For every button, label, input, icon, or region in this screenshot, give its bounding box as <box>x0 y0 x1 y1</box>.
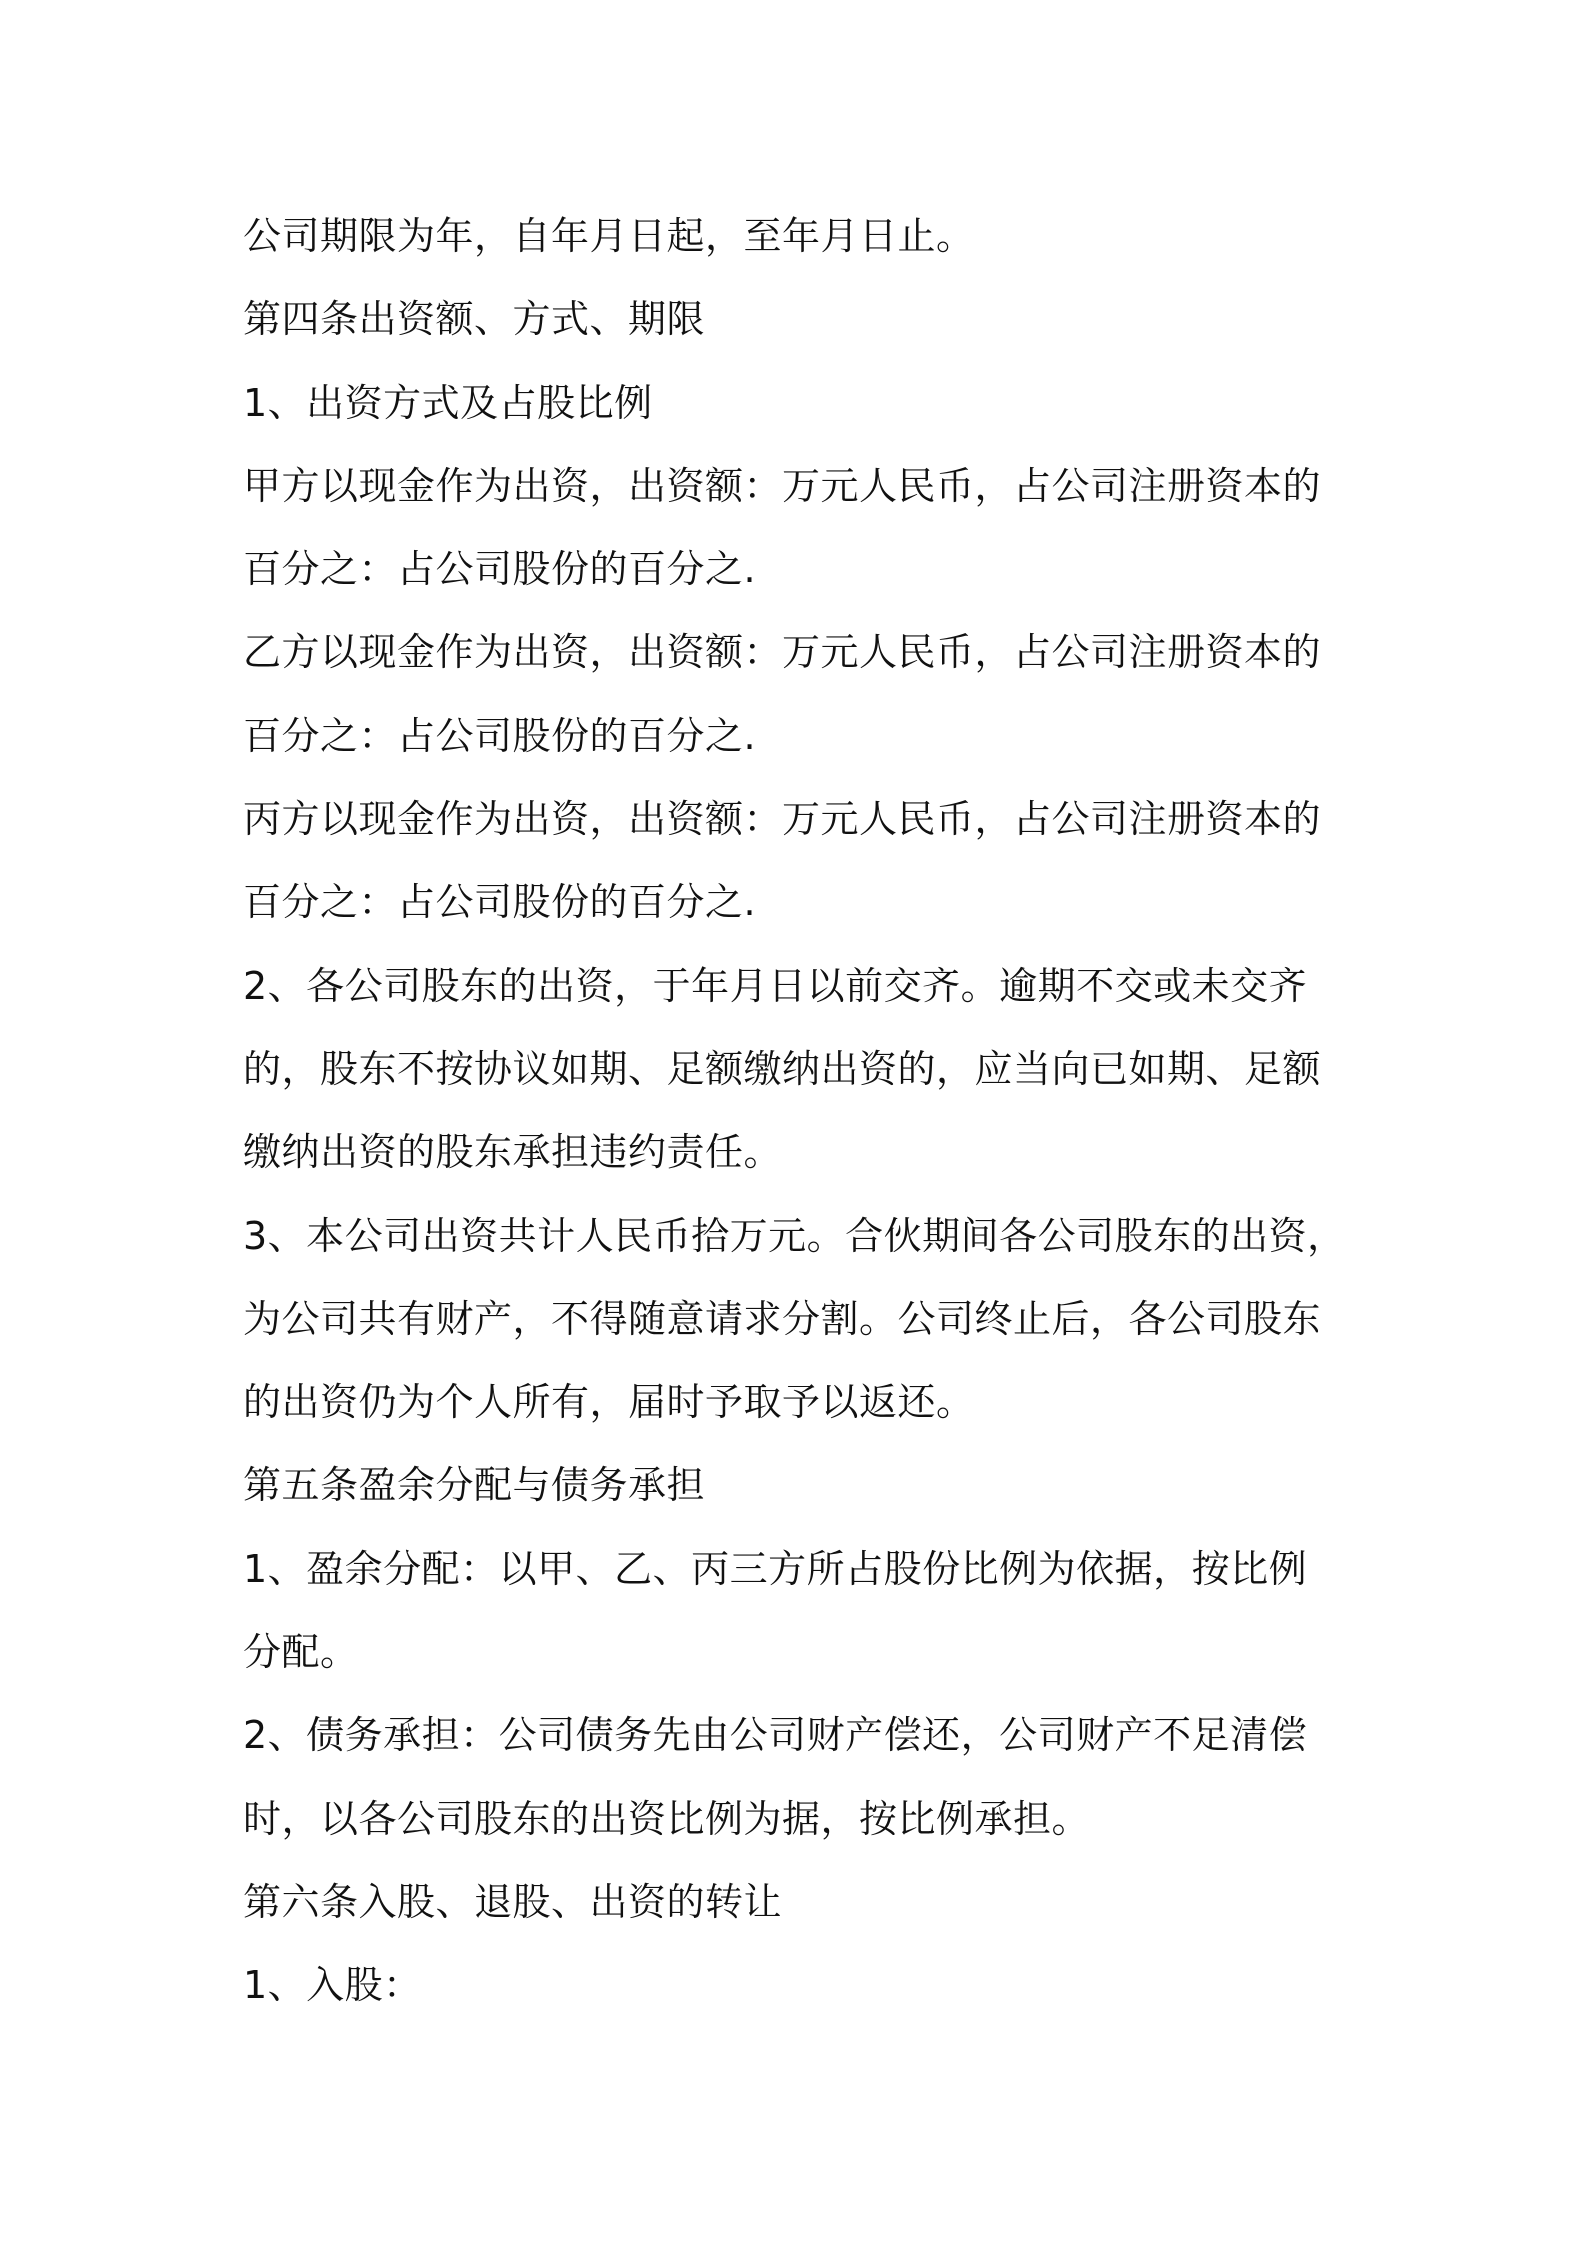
clause-4-2-line-2: 的，股东不按协议如期、足额缴纳出资的，应当向已如期、足额 <box>243 1046 1322 1091</box>
document-body <box>243 195 1383 2028</box>
clause-party-a-line-2: 百分之：占公司股份的百分之. <box>243 547 757 592</box>
heading-article-4: 第四条出资额、方式、期限 <box>243 297 706 342</box>
heading-article-6: 第六条入股、退股、出资的转让 <box>243 1879 783 1924</box>
clause-4-3-line-3: 的出资仍为个人所有，届时予取予以返还。 <box>243 1380 975 1425</box>
heading-article-5: 第五条盈余分配与债务承担 <box>243 1463 706 1508</box>
clause-4-3-line-2: 为公司共有财产，不得随意请求分割。公司终止后，各公司股东 <box>243 1296 1322 1341</box>
clause-4-2-line-3: 缴纳出资的股东承担违约责任。 <box>243 1130 783 1175</box>
clause-party-a-line-1: 甲方以现金作为出资，出资额：万元人民币，占公司注册资本的 <box>243 463 1322 508</box>
clause-5-2-line-1: 2、债务承担：公司债务先由公司财产偿还，公司财产不足清偿 <box>243 1713 1308 1758</box>
clause-party-b-line-1: 乙方以现金作为出资，出资额：万元人民币，占公司注册资本的 <box>243 630 1322 675</box>
clause-6-1-title: 1、入股： <box>243 1963 422 2008</box>
clause-5-1-line-1: 1、盈余分配：以甲、乙、丙三方所占股份比例为依据，按比例 <box>243 1546 1308 1591</box>
clause-party-c-line-1: 丙方以现金作为出资，出资额：万元人民币，占公司注册资本的 <box>243 797 1322 842</box>
clause-4-2-line-1: 2、各公司股东的出资，于年月日以前交齐。逾期不交或未交齐 <box>243 963 1308 1008</box>
clause-party-c-line-2: 百分之：占公司股份的百分之. <box>243 880 757 925</box>
clause-4-3-line-1: 3、本公司出资共计人民币拾万元。合伙期间各公司股东的出资， <box>243 1213 1346 1258</box>
clause-party-b-line-2: 百分之：占公司股份的百分之. <box>243 713 757 758</box>
text-line-company-term: 公司期限为年，自年月日起，至年月日止。 <box>243 214 975 258</box>
clause-4-1-title: 1、出资方式及占股比例 <box>243 380 653 425</box>
clause-5-1-line-2: 分配。 <box>243 1630 359 1675</box>
clause-5-2-line-2: 时，以各公司股东的出资比例为据，按比例承担。 <box>243 1796 1091 1841</box>
